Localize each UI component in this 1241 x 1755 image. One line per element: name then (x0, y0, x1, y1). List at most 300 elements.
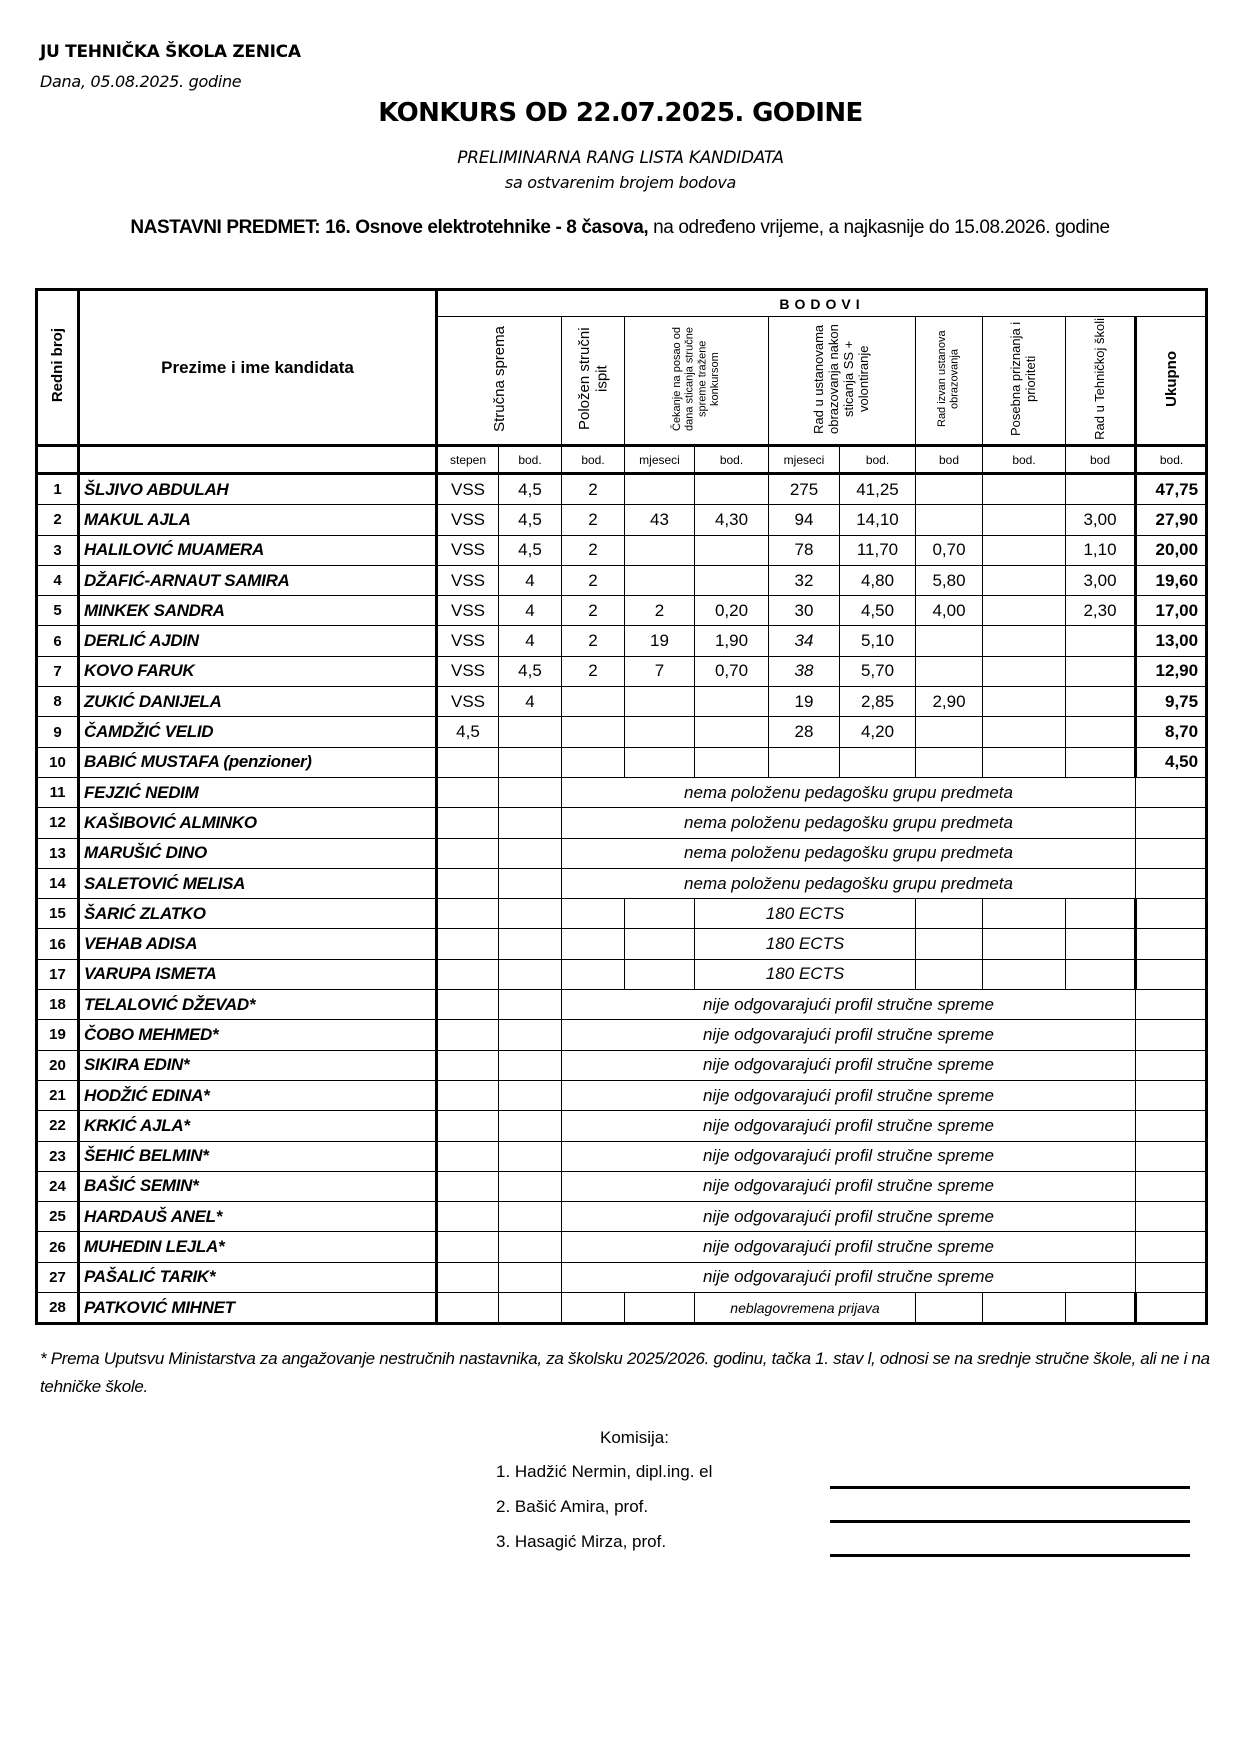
score-ss_bod: 4 (499, 596, 562, 626)
table-row (37, 1262, 1207, 1292)
score-rad_bod: 4,20 (840, 717, 916, 747)
row-number: 23 (37, 1141, 79, 1171)
col-header-name: Prezime i ime kandidata (79, 290, 437, 446)
score-cek_mj (625, 959, 695, 989)
score-ss_bod (499, 1141, 562, 1171)
score-tehnicka (1066, 747, 1136, 777)
unit-label: bod. (1136, 446, 1207, 474)
score-rad_mj: 94 (769, 505, 840, 535)
score-ss_bod (499, 1232, 562, 1262)
score-stepen: VSS (437, 474, 499, 505)
row-number: 22 (37, 1111, 79, 1141)
score-izvan (916, 717, 983, 747)
total-score: 12,90 (1136, 656, 1207, 686)
total-score: 27,90 (1136, 505, 1207, 535)
score-stepen (437, 899, 499, 929)
signature-line-1 (830, 1486, 1190, 1489)
row-number: 5 (37, 596, 79, 626)
score-ispit (562, 899, 625, 929)
status-note: nije odgovarajući profil stručne spreme (562, 990, 1136, 1020)
total-score (1136, 929, 1207, 959)
candidate-name: PATKOVIĆ MIHNET (79, 1293, 437, 1324)
col-header-cekanje: Čekanje na posao od dana sticanja stručne spreme tražene konkursom (625, 317, 769, 446)
score-tehnicka (1066, 717, 1136, 747)
score-izvan (916, 474, 983, 505)
row-number: 17 (37, 959, 79, 989)
row-number: 21 (37, 1080, 79, 1110)
score-posebna (983, 929, 1066, 959)
score-stepen (437, 1111, 499, 1141)
score-ss_bod: 4,5 (499, 656, 562, 686)
score-izvan (916, 656, 983, 686)
total-score: 8,70 (1136, 717, 1207, 747)
score-stepen: VSS (437, 565, 499, 595)
score-tehnicka (1136, 1141, 1207, 1171)
score-izvan: 5,80 (916, 565, 983, 595)
candidate-name: MAKUL AJLA (79, 505, 437, 535)
score-ss_bod (499, 1080, 562, 1110)
score-rad_mj (769, 747, 840, 777)
total-score: 17,00 (1136, 596, 1207, 626)
score-ss_bod (499, 929, 562, 959)
score-rad_bod: 4,80 (840, 565, 916, 595)
table-row (37, 1232, 1207, 1262)
score-cek_bod (695, 747, 769, 777)
unit-label: bod. (983, 446, 1066, 474)
candidate-name: KRKIĆ AJLA* (79, 1111, 437, 1141)
score-ispit (562, 747, 625, 777)
score-posebna (983, 535, 1066, 565)
status-note: 180 ECTS (695, 899, 916, 929)
score-tehnicka (1136, 808, 1207, 838)
score-posebna (983, 505, 1066, 535)
row-number: 1 (37, 474, 79, 505)
table-row (37, 1080, 1207, 1110)
subject-line (40, 212, 1200, 244)
unit-label: bod (1066, 446, 1136, 474)
table-row (37, 838, 1207, 868)
score-ss_bod (499, 747, 562, 777)
score-ispit: 2 (562, 596, 625, 626)
col-header-strucni-ispit: Položen stručni ispit (562, 317, 625, 446)
candidate-name: PAŠALIĆ TARIK* (79, 1262, 437, 1292)
score-posebna (983, 687, 1066, 717)
row-number: 7 (37, 656, 79, 686)
score-posebna (983, 1293, 1066, 1324)
table-row (37, 1202, 1207, 1232)
score-izvan (916, 899, 983, 929)
total-score (1136, 899, 1207, 929)
row-number: 4 (37, 565, 79, 595)
score-ss_bod (499, 990, 562, 1020)
row-number: 6 (37, 626, 79, 656)
table-row (37, 808, 1207, 838)
score-ss_bod (499, 899, 562, 929)
row-number: 19 (37, 1020, 79, 1050)
score-tehnicka (1136, 1080, 1207, 1110)
score-ispit (562, 687, 625, 717)
score-cek_bod: 0,70 (695, 656, 769, 686)
subject-rest: na određeno vrijeme, a najkasnije do 15.08.2026. godine (648, 217, 1110, 238)
score-ss_bod (499, 868, 562, 898)
candidate-name: FEJZIĆ NEDIM (79, 777, 437, 807)
score-stepen (437, 1020, 499, 1050)
score-rad_mj: 28 (769, 717, 840, 747)
row-number: 26 (37, 1232, 79, 1262)
row-number: 27 (37, 1262, 79, 1292)
score-posebna (983, 474, 1066, 505)
candidate-name: ZUKIĆ DANIJELA (79, 687, 437, 717)
candidate-name: MARUŠIĆ DINO (79, 838, 437, 868)
status-note: nije odgovarajući profil stručne spreme (562, 1262, 1136, 1292)
col-header-tehnicka: Rad u Tehničkoj školi (1066, 317, 1136, 446)
score-stepen (437, 1141, 499, 1171)
col-header-redni-broj: Redni broj (37, 290, 79, 446)
unit-label: bod. (695, 446, 769, 474)
candidate-name: SIKIRA EDIN* (79, 1050, 437, 1080)
score-ispit: 2 (562, 565, 625, 595)
score-stepen (437, 868, 499, 898)
ranking-table (35, 288, 1208, 1325)
score-stepen: VSS (437, 656, 499, 686)
status-note: nije odgovarajući profil stručne spreme (562, 1020, 1136, 1050)
score-rad_bod: 11,70 (840, 535, 916, 565)
total-score: 19,60 (1136, 565, 1207, 595)
score-stepen (437, 1293, 499, 1324)
score-tehnicka (1136, 838, 1207, 868)
score-cek_bod: 0,20 (695, 596, 769, 626)
score-ss_bod: 4 (499, 626, 562, 656)
score-stepen (437, 959, 499, 989)
candidate-name: BAŠIĆ SEMIN* (79, 1171, 437, 1201)
candidate-name: HARDAUŠ ANEL* (79, 1202, 437, 1232)
col-header-strucna-sprema: Stručna sprema (437, 317, 562, 446)
score-stepen (437, 747, 499, 777)
score-rad_bod: 41,25 (840, 474, 916, 505)
table-row (37, 959, 1207, 989)
score-tehnicka (1136, 1232, 1207, 1262)
list-subtitle: PRELIMINARNA RANG LISTA KANDIDATA (457, 148, 784, 168)
table-row (37, 717, 1207, 747)
status-note: nije odgovarajući profil stručne spreme (562, 1232, 1136, 1262)
score-cek_mj: 2 (625, 596, 695, 626)
score-izvan (916, 929, 983, 959)
candidate-name: HODŽIĆ EDINA* (79, 1080, 437, 1110)
score-rad_bod: 2,85 (840, 687, 916, 717)
score-izvan (916, 959, 983, 989)
row-number: 15 (37, 899, 79, 929)
status-note: nije odgovarajući profil stručne spreme (562, 1171, 1136, 1201)
candidate-name: VARUPA ISMETA (79, 959, 437, 989)
score-cek_bod (695, 535, 769, 565)
table-row (37, 565, 1207, 595)
candidate-name: DŽAFIĆ-ARNAUT SAMIRA (79, 565, 437, 595)
status-note: nema položenu pedagošku grupu predmeta (562, 838, 1136, 868)
status-note: neblagovremena prijava (695, 1293, 916, 1324)
score-tehnicka (1066, 899, 1136, 929)
commission-member-2: 2. Bašić Amira, prof. (496, 1497, 649, 1516)
score-cek_mj (625, 899, 695, 929)
list-subtitle-2: sa ostvarenim brojem bodova (504, 173, 737, 192)
candidate-name: KOVO FARUK (79, 656, 437, 686)
score-tehnicka (1136, 1111, 1207, 1141)
table-row (37, 505, 1207, 535)
score-ss_bod (499, 1171, 562, 1201)
score-ispit: 2 (562, 505, 625, 535)
commission-member-1: 1. Hadžić Nermin, dipl.ing. el (496, 1462, 713, 1481)
score-tehnicka (1066, 1293, 1136, 1324)
score-tehnicka: 3,00 (1066, 565, 1136, 595)
table-row (37, 747, 1207, 777)
score-posebna (983, 565, 1066, 595)
table-row (37, 929, 1207, 959)
school-name: JU TEHNIČKA ŠKOLA ZENICA (40, 42, 301, 62)
score-ss_bod: 4,5 (499, 535, 562, 565)
score-posebna (983, 959, 1066, 989)
candidate-name: KAŠIBOVIĆ ALMINKO (79, 808, 437, 838)
score-cek_mj (625, 474, 695, 505)
score-tehnicka (1136, 1202, 1207, 1232)
score-stepen (437, 1262, 499, 1292)
score-posebna (983, 656, 1066, 686)
table-row (37, 1020, 1207, 1050)
score-tehnicka (1136, 1020, 1207, 1050)
unit-label: bod. (499, 446, 562, 474)
units-row (37, 446, 1207, 474)
candidate-name: BABIĆ MUSTAFA (penzioner) (79, 747, 437, 777)
candidate-name: MUHEDIN LEJLA* (79, 1232, 437, 1262)
score-cek_mj (625, 1293, 695, 1324)
candidate-name: SALETOVIĆ MELISA (79, 868, 437, 898)
status-note: nije odgovarajući profil stručne spreme (562, 1111, 1136, 1141)
score-stepen: VSS (437, 596, 499, 626)
score-tehnicka (1066, 474, 1136, 505)
candidate-name: ŠARIĆ ZLATKO (79, 899, 437, 929)
score-izvan: 0,70 (916, 535, 983, 565)
score-posebna (983, 626, 1066, 656)
total-score: 47,75 (1136, 474, 1207, 505)
score-rad_mj: 78 (769, 535, 840, 565)
table-row (37, 596, 1207, 626)
score-stepen: VSS (437, 626, 499, 656)
row-number: 28 (37, 1293, 79, 1324)
row-number: 20 (37, 1050, 79, 1080)
score-rad_mj: 30 (769, 596, 840, 626)
footnote: * Prema Uputsvu Ministarstva za angažovanje nestručnih nastavnika, za školsku 2025/2026. godinu, tačka 1. stav l, odnosi se na srednje stručne škole, ali ne i na tehničke škole. (40, 1349, 1210, 1396)
score-tehnicka (1136, 777, 1207, 807)
score-stepen: VSS (437, 687, 499, 717)
score-rad_mj: 275 (769, 474, 840, 505)
unit-label: bod. (840, 446, 916, 474)
score-tehnicka (1066, 929, 1136, 959)
score-rad_bod (840, 747, 916, 777)
score-tehnicka (1066, 626, 1136, 656)
row-number: 16 (37, 929, 79, 959)
col-header-rad-izvan: Rad izvan ustanova obrazovanja (916, 317, 983, 446)
row-number: 12 (37, 808, 79, 838)
score-tehnicka (1136, 1262, 1207, 1292)
score-cek_bod (695, 717, 769, 747)
table-row (37, 1141, 1207, 1171)
score-tehnicka (1066, 656, 1136, 686)
score-cek_bod: 1,90 (695, 626, 769, 656)
score-posebna (983, 747, 1066, 777)
table-row (37, 1171, 1207, 1201)
table-row (37, 1293, 1207, 1324)
score-ispit: 2 (562, 535, 625, 565)
candidate-name: DERLIĆ AJDIN (79, 626, 437, 656)
score-stepen: VSS (437, 505, 499, 535)
status-note: 180 ECTS (695, 929, 916, 959)
score-ss_bod (499, 1293, 562, 1324)
candidate-name: ČOBO MEHMED* (79, 1020, 437, 1050)
total-score: 4,50 (1136, 747, 1207, 777)
table-row (37, 1050, 1207, 1080)
row-number: 8 (37, 687, 79, 717)
score-posebna (983, 596, 1066, 626)
score-ispit: 2 (562, 656, 625, 686)
score-stepen (437, 929, 499, 959)
score-stepen (437, 1232, 499, 1262)
unit-label: stepen (437, 446, 499, 474)
document-date: Dana, 05.08.2025. godine (40, 72, 242, 91)
signature-line-3 (830, 1554, 1190, 1557)
candidate-name: VEHAB ADISA (79, 929, 437, 959)
score-izvan (916, 747, 983, 777)
total-score (1136, 959, 1207, 989)
total-score: 20,00 (1136, 535, 1207, 565)
score-ispit (562, 1293, 625, 1324)
row-number: 3 (37, 535, 79, 565)
table-row (37, 474, 1207, 505)
score-rad_bod: 5,70 (840, 656, 916, 686)
score-ss_bod (499, 1020, 562, 1050)
score-izvan: 4,00 (916, 596, 983, 626)
table-row (37, 687, 1207, 717)
score-posebna (983, 899, 1066, 929)
score-cek_mj: 19 (625, 626, 695, 656)
score-cek_mj (625, 535, 695, 565)
score-stepen (437, 777, 499, 807)
col-header-ukupno: Ukupno (1136, 317, 1207, 446)
candidate-name: ŠEHIĆ BELMIN* (79, 1141, 437, 1171)
candidate-name: MINKEK SANDRA (79, 596, 437, 626)
row-number: 11 (37, 777, 79, 807)
score-rad_bod: 14,10 (840, 505, 916, 535)
commission-label: Komisija: (600, 1428, 669, 1447)
score-ss_bod: 4 (499, 565, 562, 595)
row-number: 13 (37, 838, 79, 868)
score-cek_mj (625, 929, 695, 959)
row-number: 25 (37, 1202, 79, 1232)
col-header-bodovi: BODOVI (437, 290, 1207, 317)
score-ss_bod: 4,5 (499, 474, 562, 505)
col-header-rad-ustanove: Rad u ustanovama obrazovanja nakon sticanja SS + volontiranje (769, 317, 916, 446)
score-ss_bod (499, 717, 562, 747)
score-cek_mj (625, 717, 695, 747)
score-tehnicka: 3,00 (1066, 505, 1136, 535)
signature-line-2 (830, 1520, 1190, 1523)
candidate-name: HALILOVIĆ MUAMERA (79, 535, 437, 565)
page-title: KONKURS OD 22.07.2025. GODINE (378, 98, 863, 128)
score-ss_bod (499, 838, 562, 868)
score-cek_mj (625, 565, 695, 595)
score-tehnicka (1066, 959, 1136, 989)
score-ispit (562, 717, 625, 747)
score-rad_mj: 34 (769, 626, 840, 656)
score-rad_mj: 38 (769, 656, 840, 686)
score-ispit (562, 929, 625, 959)
row-number: 9 (37, 717, 79, 747)
score-tehnicka: 1,10 (1066, 535, 1136, 565)
score-ispit (562, 959, 625, 989)
score-stepen (437, 1050, 499, 1080)
unit-label: bod. (562, 446, 625, 474)
commission-member-3: 3. Hasagić Mirza, prof. (496, 1532, 667, 1551)
score-ss_bod: 4 (499, 687, 562, 717)
score-ispit: 2 (562, 626, 625, 656)
score-stepen (437, 1080, 499, 1110)
score-tehnicka (1136, 1050, 1207, 1080)
score-stepen: 4,5 (437, 717, 499, 747)
score-tehnicka (1136, 990, 1207, 1020)
total-score (1136, 1293, 1207, 1324)
score-ss_bod: 4,5 (499, 505, 562, 535)
score-rad_bod: 5,10 (840, 626, 916, 656)
status-note: 180 ECTS (695, 959, 916, 989)
table-row (37, 1111, 1207, 1141)
score-ss_bod (499, 1050, 562, 1080)
unit-label: mjeseci (625, 446, 695, 474)
table-row (37, 535, 1207, 565)
score-tehnicka (1066, 687, 1136, 717)
status-note: nema položenu pedagošku grupu predmeta (562, 777, 1136, 807)
score-ss_bod (499, 808, 562, 838)
table-row (37, 656, 1207, 686)
row-number: 2 (37, 505, 79, 535)
score-ispit: 2 (562, 474, 625, 505)
candidate-name: ČAMDŽIĆ VELID (79, 717, 437, 747)
candidate-name: ŠLJIVO ABDULAH (79, 474, 437, 505)
row-number: 18 (37, 990, 79, 1020)
score-stepen (437, 838, 499, 868)
score-stepen (437, 1171, 499, 1201)
score-rad_bod: 4,50 (840, 596, 916, 626)
row-number: 24 (37, 1171, 79, 1201)
score-rad_mj: 32 (769, 565, 840, 595)
score-cek_bod (695, 474, 769, 505)
unit-label: bod (916, 446, 983, 474)
table-row (37, 990, 1207, 1020)
score-tehnicka (1136, 868, 1207, 898)
total-score: 13,00 (1136, 626, 1207, 656)
score-stepen (437, 990, 499, 1020)
score-tehnicka: 2,30 (1066, 596, 1136, 626)
status-note: nije odgovarajući profil stručne spreme (562, 1141, 1136, 1171)
status-note: nije odgovarajući profil stručne spreme (562, 1080, 1136, 1110)
score-cek_mj: 43 (625, 505, 695, 535)
score-izvan (916, 1293, 983, 1324)
score-izvan: 2,90 (916, 687, 983, 717)
status-note: nema položenu pedagošku grupu predmeta (562, 868, 1136, 898)
score-izvan (916, 505, 983, 535)
status-note: nije odgovarajući profil stručne spreme (562, 1050, 1136, 1080)
subject-bold: NASTAVNI PREDMET: 16. Osnove elektrotehnike - 8 časova, (130, 217, 649, 238)
score-izvan (916, 626, 983, 656)
score-posebna (983, 717, 1066, 747)
row-number: 14 (37, 868, 79, 898)
score-ss_bod (499, 1262, 562, 1292)
